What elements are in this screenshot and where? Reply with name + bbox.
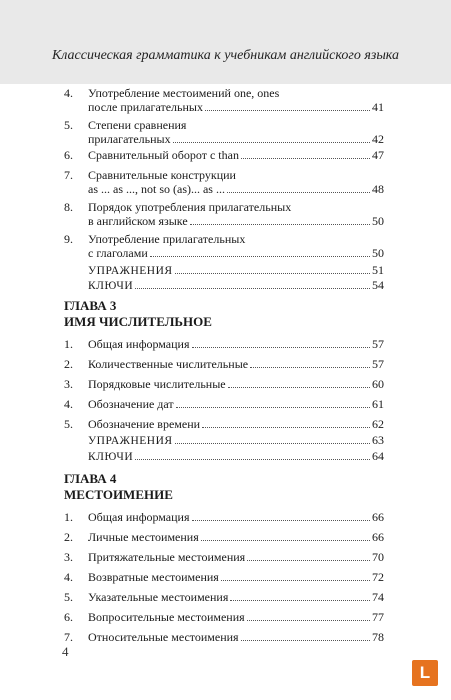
toc-entry[interactable] [64,357,384,373]
leader-dots [221,580,370,581]
toc-entry[interactable] [64,630,384,646]
page-header [0,0,451,84]
leader-dots [227,192,370,193]
entry-title: Обозначение дат [88,397,174,411]
entry-number: 5. [64,590,73,604]
entry-number: 5. [64,417,73,431]
leader-dots [175,443,370,444]
entry-title: Притяжательные местоимения [88,550,246,564]
entry-page: 48 [372,182,384,196]
leader-dots [192,520,371,521]
entry-title: Относительные местоимения [88,630,239,644]
entry-number: 9. [64,232,73,246]
entry-title: Порядковые числительные [88,377,226,391]
toc-entry[interactable] [64,550,384,566]
toc-entry-keys[interactable] [64,278,384,294]
entry-page: 66 [372,510,384,524]
leader-dots [230,600,370,601]
entry-number: 4. [64,86,73,100]
leader-dots [247,560,370,561]
entry-number: 5. [64,118,73,132]
entry-page: 61 [372,397,384,411]
leader-dots [247,620,370,621]
entry-number: 1. [64,510,73,524]
leader-dots [192,347,371,348]
leader-dots [175,273,370,274]
entry-page: 78 [372,630,384,644]
leader-dots [250,367,370,368]
entry-number: 3. [64,377,73,391]
toc-entry-keys[interactable] [64,449,384,465]
entry-page: 57 [372,337,384,351]
entry-title: Общая информация [88,337,190,351]
toc-entry[interactable] [64,337,384,353]
entry-title: Личные местоимения [88,530,199,544]
toc-entry[interactable] [64,590,384,606]
entry-number: 7. [64,630,73,644]
entry-page: 60 [372,377,384,391]
entry-title: Употребление местоимений one, ones [88,86,280,100]
toc-entry[interactable] [64,118,384,148]
entry-title: Степени сравнения [88,118,187,132]
toc-entry[interactable] [64,377,384,393]
entry-title: Указательные местоимения [88,590,229,604]
entry-title: Порядок употребления прилагательных [88,200,292,214]
toc-entry[interactable] [64,610,384,626]
entry-title: КЛЮЧИ [88,280,134,292]
leader-dots [135,288,370,289]
entry-page: 50 [372,214,384,228]
leader-dots [241,640,370,641]
entry-title: Употребление прилагательных [88,232,246,246]
entry-title-cont: прилагательных [88,132,171,146]
entry-number: 6. [64,610,73,624]
entry-title: УПРАЖНЕНИЯ [88,435,173,447]
entry-title: Сравнительные конструкции [88,168,236,182]
entry-page: 77 [372,610,384,624]
toc-entry[interactable] [64,232,384,262]
entry-number: 4. [64,397,73,411]
toc-entry[interactable] [64,510,384,526]
entry-title: Количественные числительные [88,357,249,371]
entry-page: 41 [372,100,384,114]
entry-number: 3. [64,550,73,564]
toc-entry[interactable] [64,397,384,413]
toc-entry-exercises[interactable] [64,433,384,449]
entry-number: 2. [64,530,73,544]
entry-page: 63 [372,433,384,447]
entry-title: Возвратные местоимения [88,570,219,584]
chapter-label: ГЛАВА 4 [64,471,117,486]
entry-number: 2. [64,357,73,371]
entry-number: 6. [64,148,73,162]
entry-page: 66 [372,530,384,544]
leader-dots [176,407,370,408]
toc-entry[interactable] [64,200,384,230]
entry-number: 4. [64,570,73,584]
entry-page: 72 [372,570,384,584]
entry-page: 62 [372,417,384,431]
toc-entry[interactable] [64,570,384,586]
entry-page: 47 [372,148,384,162]
leader-dots [190,224,370,225]
leader-dots [205,110,370,111]
leader-dots [173,142,370,143]
toc-entry[interactable] [64,148,384,164]
logo-letter: L [419,663,431,682]
toc-entry[interactable] [64,86,384,116]
entry-title-cont: as ... as ..., not so (as)... as ... [88,182,225,196]
entry-page: 74 [372,590,384,604]
leader-dots [150,256,370,257]
chapter-title: МЕСТОИМЕНИЕ [64,487,173,502]
leader-dots [201,540,370,541]
publisher-logo [412,660,438,686]
entry-title: Общая информация [88,510,190,524]
chapter-title: ИМЯ ЧИСЛИТЕЛЬНОЕ [64,314,212,329]
header-title: Классическая грамматика к учебникам английского языка [51,48,400,63]
entry-title-cont: в английском языке [88,214,188,228]
entry-number: 8. [64,200,73,214]
toc-entry[interactable] [64,168,384,198]
entry-title-cont: после прилагательных [88,100,203,114]
leader-dots [135,459,370,460]
entry-title-cont: с глаголами [88,246,148,260]
entry-title: КЛЮЧИ [88,451,134,463]
chapter-label: ГЛАВА 3 [64,298,117,313]
leader-dots [228,387,370,388]
entry-page: 57 [372,357,384,371]
entry-number: 1. [64,337,73,351]
entry-page: 70 [372,550,384,564]
entry-page: 51 [372,263,384,277]
entry-page: 50 [372,246,384,260]
entry-title: Сравнительный оборот с than [88,148,239,162]
entry-page: 64 [372,449,384,463]
entry-title: Обозначение времени [88,417,201,431]
entry-title: УПРАЖНЕНИЯ [88,265,173,277]
entry-title: Вопросительные местоимения [88,610,245,624]
toc-entry-exercises[interactable] [64,263,384,279]
entry-page: 42 [372,132,384,146]
page-number: 4 [62,644,69,659]
entry-page: 54 [372,278,384,292]
entry-number: 7. [64,168,73,182]
toc-entry[interactable] [64,417,384,433]
toc-entry[interactable] [64,530,384,546]
leader-dots [202,427,370,428]
leader-dots [241,158,370,159]
